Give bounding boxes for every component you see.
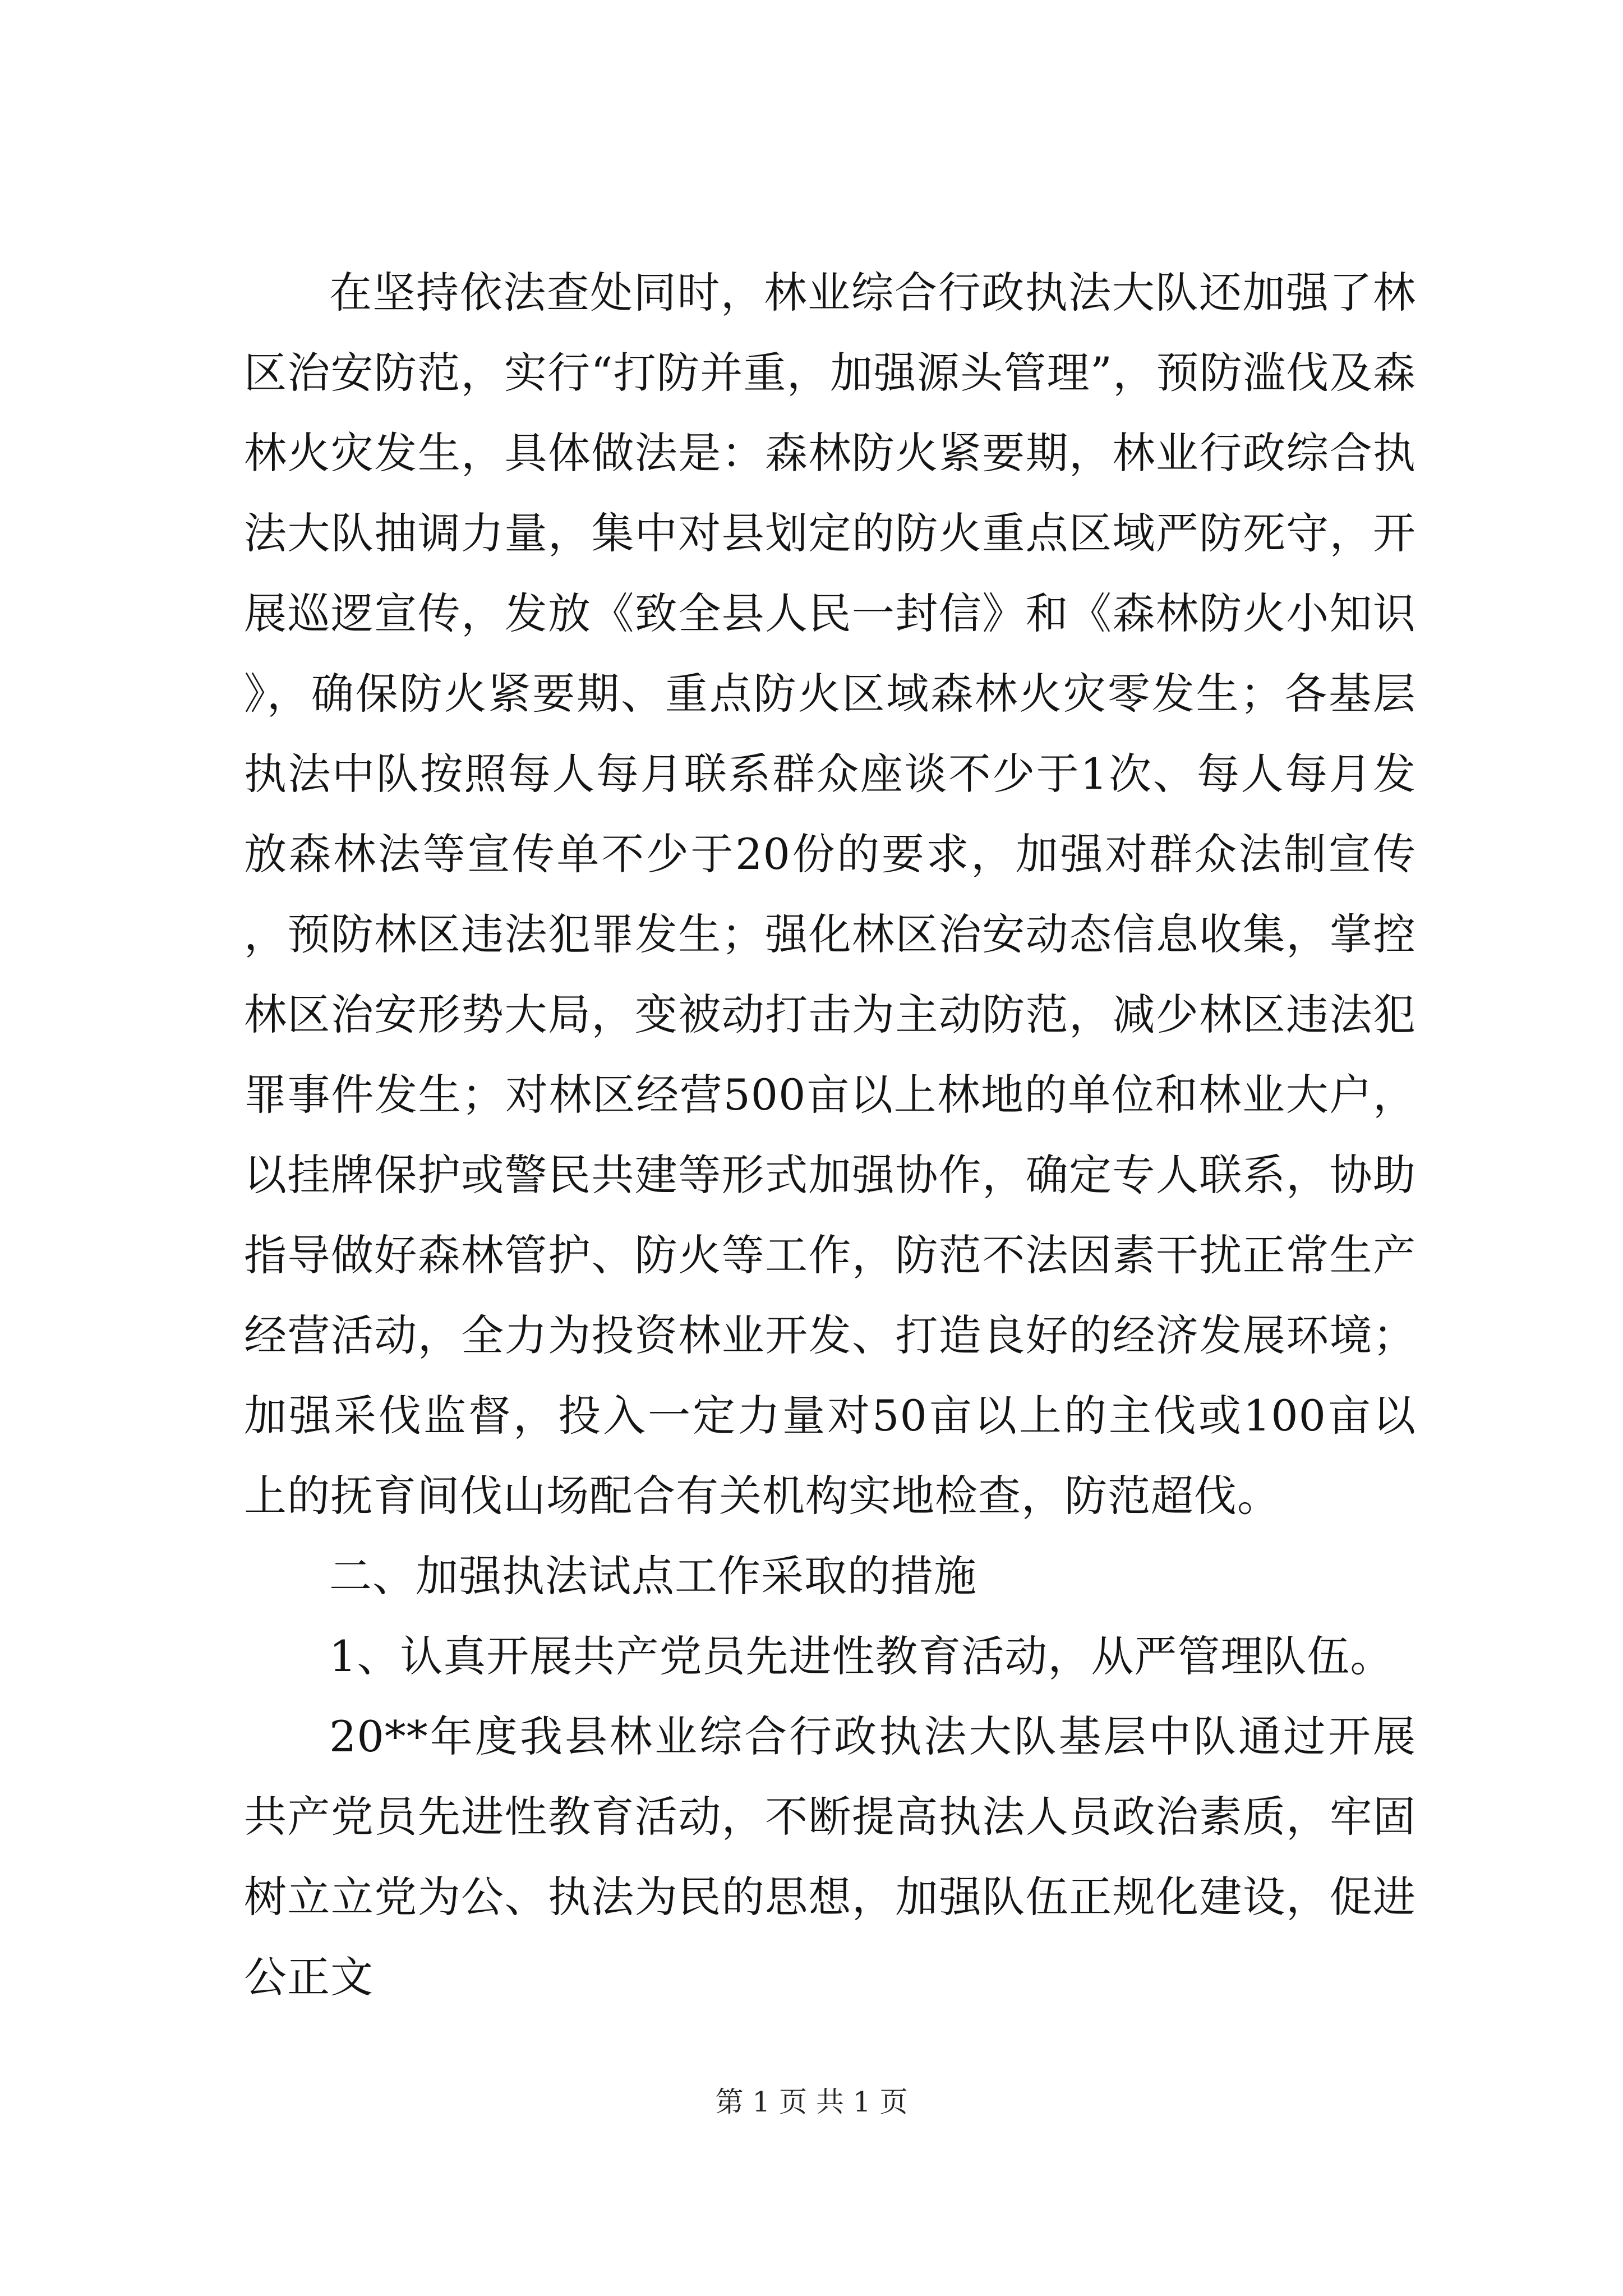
paragraph-team-building: 20**年度我县林业综合行政执法大队基层中队通过开展共产党员先进性教育活动，不断提高执法人员政治素质，牢固树立立党为公、执法为民的思想，加强队伍正规化建设，促进公正文: [244, 1711, 1416, 2002]
page-footer: 第 1 页 共 1 页: [715, 2086, 908, 2118]
paragraph-forest-security: 在坚持依法查处同时，林业综合行政执法大队还加强了林区治安防范，实行“打防并重，加强源头管理”，预防滥伐及森林火灾发生，具体做法是：森林防火紧要期，林业行政综合执法大队抽调力量，集中对县划定的防火重点区域严防死守，开展巡逻宣传，发放《致全县人民一封信》和《森林防火小知识》，确保防火紧要期、重点防火区域森林火灾零发生；各基层执法中队按照每人每月联系群众座谈不少于1次、每人每月发放森林法等宣传单不少于20份的要求，加强对群众法制宣传，预防林区违法犯罪发生；强化林区治安动态信息收集，掌控林区治安形势大局，变被动打击为主动防范，减少林区违法犯罪事件发生；对林区经营500亩以上林地的单位和林业大户，以挂牌保护或警民共建等形式加强协作，确定专人联系，协助指导做好森林管护、防火等工作，防范不法因素干扰正常生产经营活动，全力为投资林业开发、打造良好的经济发展环境；加强采伐监督，投入一定力量对50亩以上的主伐或100亩以上的抚育间伐山场配合有关机构实地检查，防范超伐。: [244, 268, 1416, 1521]
subheading-party-education: 1、认真开展共产党员先进性教育活动，从严管理队伍。: [329, 1631, 1394, 1681]
document-body: [244, 252, 1416, 2017]
section-heading-measures: 二、加强执法试点工作采取的措施: [329, 1551, 977, 1601]
